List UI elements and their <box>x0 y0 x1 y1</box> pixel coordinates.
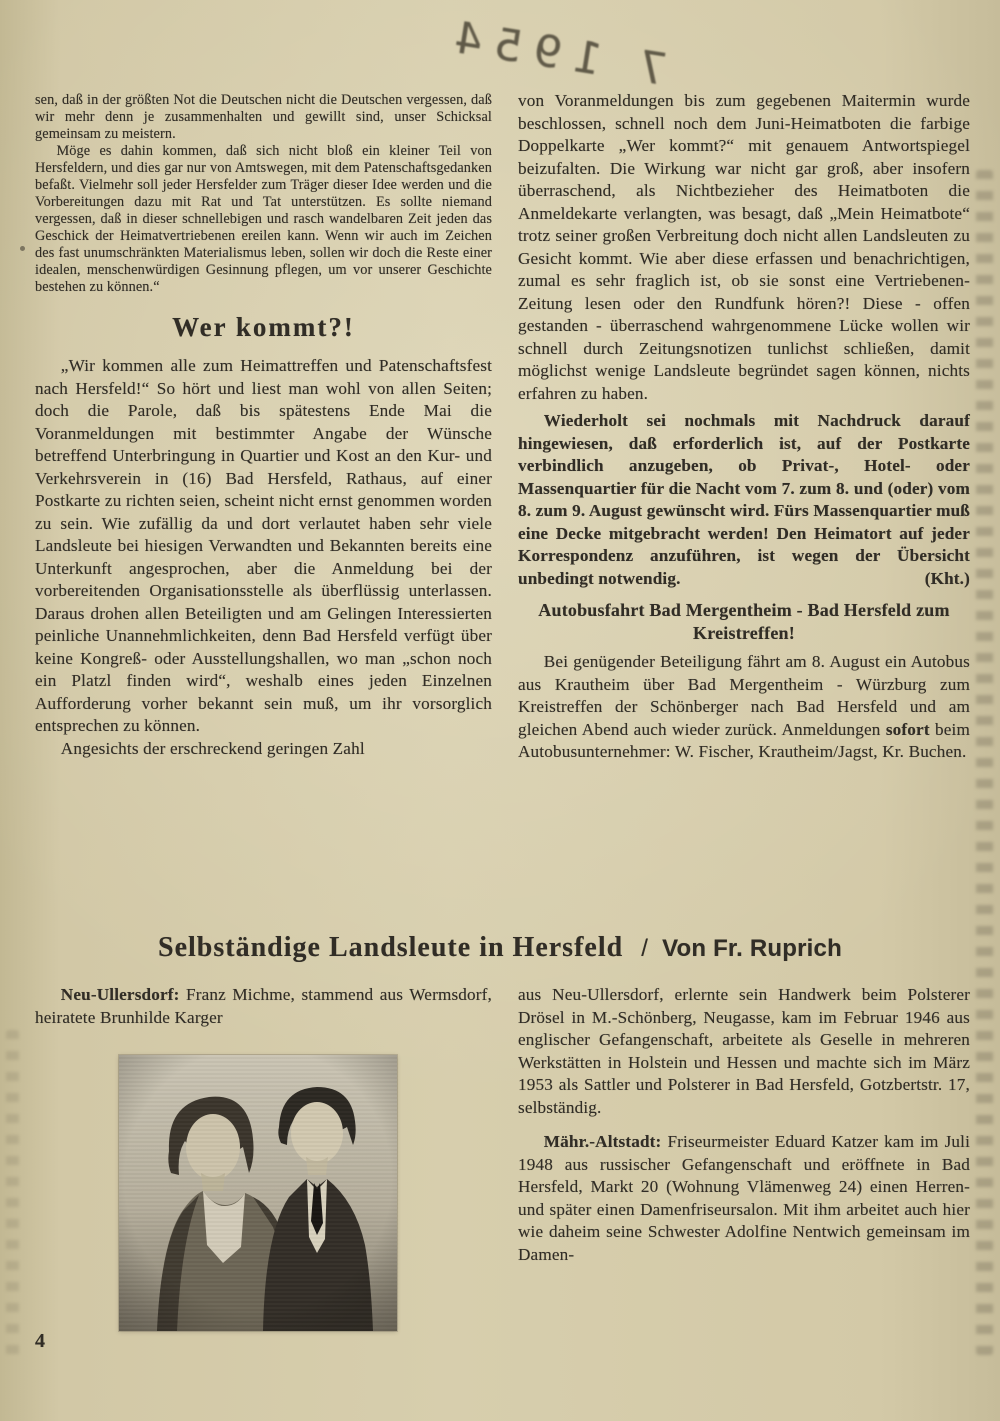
bus-trip-paragraph <box>518 651 970 764</box>
section-heading <box>0 932 1000 965</box>
page-number: 4 <box>35 1330 45 1352</box>
bleedthrough-ghost-right <box>976 170 993 1355</box>
section-heading-title: Selbständige Landsleute in Hersfeld <box>158 932 624 963</box>
notice-text: Wiederholt sei nochmals mit Nachdruck darauf hingewiesen, daß erforderlich ist, auf der Postkarte verbindlich anzugeben, ob Privat-, Hotel- oder Massenquartier für die Nacht vom 7. zum 8. und (oder) vom 8. zum 9. August gewünscht wird. Fürs Massenquartier muß eine Decke mitgebracht werden! Den Heimatort auf jeder Korrespondenz anzuführen, ist wegen der Übersicht unbedingt notwendig. <box>518 411 970 588</box>
paragraph: „Wir kommen alle zum Heimattreffen und Patenschaftsfest nach Hersfeld!“ So hört und liest man wohl von allen Seiten; doch die Parole, daß bis spätestens Ende Mai die Voranmeldungen mit bestimmter Angabe der Wünsche betreffend Unterbringung in Quartier und Kost an den Kur- und Verkehrsverein in (16) Bad Hersfeld, Rathaus, auf einer Postkarte zu richten seien, scheint nicht ernst genommen worden zu sein. Wie zufällig da und dort verlautet haben sehr viele Landsleute bei hiesigen Verwandten und Bekannten bereits eine Unterkunft angesprochen, aber die Anmeldung bei der vorbereitenden Organisationsstelle als überflüssig unterlassen. Daraus drohen allen Beteiligten und am Gelingen Interessierten peinliche Unannehmlichkeiten, denn Bad Hersfeld verfügt über keine Kongreß- oder Ausstellungshallen, wo man „schon noch ein Platzl finden wird“, weshalb eines jeden Einzelnen Aufforderung vorher bekannt sein muß, um ihr vorsorglich entsprechen zu können. <box>35 356 492 735</box>
bleedthrough-ghost-left <box>6 1030 19 1360</box>
bus-trip-text-pre: Bei genügender Beteiligung fährt am 8. August ein Autobus aus Krautheim über Bad Mergentheim - Würzburg zum Kreistreffen der Schönberger nach Bad Hersfeld und am gleichen Abend auch wieder zurück. Anmeldungen <box>518 652 970 739</box>
bus-trip-text-post: beim Autobusunternehmer: W. Fischer, Krautheim/Jagst, Kr. Buchen. <box>518 719 970 761</box>
portrait-photo <box>119 1055 397 1331</box>
bus-trip-text-bold: sofort <box>885 719 930 739</box>
ink-speck <box>20 246 25 251</box>
section-heading-author: Von Fr. Ruprich <box>662 935 842 962</box>
paragraph: von Voranmeldungen bis zum gegebenen Maitermin wurde beschlossen, schnell noch dem Juni-Heimatboten die farbige Doppelkarte „Wer kommt?“ mit genauem Antwortspiegel beizufalten. Die Wirkung war nicht gar groß, aber insofern überraschend, als Nichtbezieher des Heimatboten die Anmeldekarte verlangten, was besagt, daß „Mein Heimatbote“ trotz seiner großen Verbreitung doch nicht allen Landsleuten zu Gesicht kommt. Wie aber diese erfassen und benachrichtigen, zumal es sehr fraglich ist, ob sie sonst eine Vertriebenen-Zeitung lesen oder den Rundfunk hören?! Diese - offen gestanden - überraschend wahrgenommene Lücke wollen wir schnell durch Zeitungsnotizen tunlichst schließen, damit möglichst wenige Landsleute begründet sagen können, nichts erfahren zu haben. <box>518 91 970 403</box>
bus-trip-heading: Autobusfahrt Bad Mergentheim - Bad Hersfeld zum Kreistreffen! <box>538 600 950 643</box>
left-column-bottom <box>35 984 492 1331</box>
maehr-altstadt-paragraph <box>518 1131 970 1266</box>
right-column-top <box>518 90 970 764</box>
neu-ullersdorf-paragraph <box>35 984 492 1029</box>
continuation-paragraph: sen, daß in der größten Not die Deutschen nicht die Deutschen vergessen, daß wir mehr denn je zusammenhalten und gewillt sind, unser Schicksal gemeinsam zu meistern. <box>35 92 492 142</box>
paragraph: aus Neu-Ullersdorf, erlernte sein Handwerk beim Polsterer Drösel in M.-Schönberg, Neugasse, kam im Februar 1946 aus englischer Gefangenschaft, arbeitete als Geselle in mehreren Werkstätten in Holstein und Hessen und machte sich im März 1953 als Sattler und Polsterer in Bad Hersfeld, Gotzbertstr. 17, selbständig. <box>518 985 970 1117</box>
paragraph: Angesichts der erschreckend geringen Zahl <box>60 738 365 758</box>
neu-ullersdorf-lead: Neu-Ullersdorf: <box>60 985 180 1004</box>
section-heading-separator: / <box>641 935 649 962</box>
neu-ullersdorf-text: Franz Michme, stammend aus Wermsdorf, heiratete Brunhilde Karger <box>35 985 492 1027</box>
notice-paragraph <box>518 410 970 590</box>
right-column-bottom <box>518 984 970 1266</box>
paragraph: Möge es dahin kommen, daß sich nicht bloß ein kleiner Teil von Hersfeldern, und dies gar nur von Amtswegen, mit dem Patenschaftsgedanken befaßt. Vielmehr soll jeder Hersfelder zum Träger dieser Idee werden und die Vorbereitungen dazu mit Rat und Tat unterstützen. Es sollte niemand vergessen, daß in dieser schnellebigen und rasch wandelbaren Zeit jeden das Geschick der Heimatvertriebenen ereilen kann. Wenn wir auch im Zeichen des fast unumschränkten Materialismus leben, sollen wir doch die Reste einer idealen, menschenwürdigen Gesinnung pflegen, um vor unserer Geschichte bestehen zu können.“ <box>35 143 492 295</box>
handwritten-note: 7 1954 <box>438 10 671 97</box>
notice-signature: (Kht.) <box>924 568 970 588</box>
left-column-top <box>35 92 492 760</box>
portrait-photo-image <box>119 1055 397 1331</box>
maehr-altstadt-text: Friseurmeister Eduard Katzer kam im Juli 1948 aus russischer Gefangenschaft und eröffnete in Bad Hersfeld, Markt 20 (Wohnung Vlämenweg 24) einen Herren- und später einen Damenfriseursalon. Mit ihm arbeitet auch hier wie daheim seine Schwester Adolfine Nentwich gemeinsam im Damen- <box>518 1132 971 1264</box>
maehr-altstadt-lead: Mähr.-Altstadt: <box>543 1132 662 1151</box>
article-heading-wer-kommt: Wer kommt?! <box>172 312 355 342</box>
